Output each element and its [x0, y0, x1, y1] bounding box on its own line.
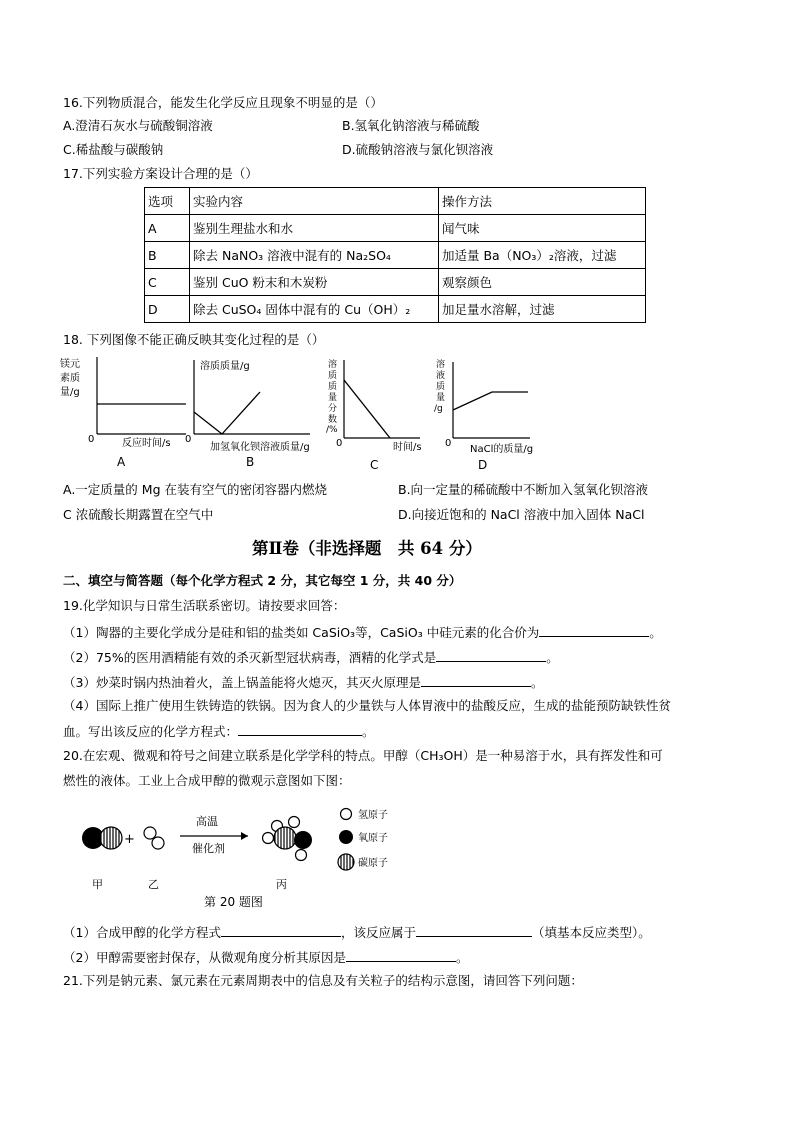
table-row: [145, 242, 646, 269]
table-cell: C: [145, 269, 190, 296]
condition-high-temp: 高温: [196, 815, 218, 828]
q18-option-a: A.一定质量的 Mg 在装有空气的密闭容器内燃烧: [63, 482, 327, 497]
q20-figure: [70, 800, 430, 915]
graph-c-ylabel-4: 量: [328, 393, 338, 403]
graph-a: [60, 357, 186, 469]
graph-d-ylabel-5: /g: [434, 404, 443, 414]
q19-item-1-text: （1）陶器的主要化学成分是硅和铝的盐类如 CaSiO₃等，CaSiO₃ 中硅元素的化合价为: [63, 625, 540, 640]
plus-sign: +: [124, 832, 135, 847]
carbon-atom: [274, 827, 296, 849]
graph-b-xlabel: 加氢氧化钡溶液质量/g: [210, 442, 310, 453]
q18-option-c: C 浓硫酸长期露置在空气中: [63, 507, 214, 522]
q16-stem: 16.下列物质混合，能发生化学反应且现象不明显的是（）: [63, 95, 383, 110]
condition-catalyst: 催化剂: [192, 842, 225, 855]
figure-caption: 第 20 题图: [204, 895, 263, 909]
q19-item-4-cont: [63, 722, 375, 740]
legend-carbon-icon: [338, 854, 354, 870]
hydrogen-atom: [263, 833, 274, 844]
molecule-h2: [144, 827, 164, 849]
q20-item-2-text: （2）甲醇需要密封保存，从微观角度分析其原因是: [63, 950, 346, 965]
q19-answer-2[interactable]: [436, 648, 546, 662]
table-row: [145, 269, 646, 296]
table-cell: D: [145, 296, 190, 323]
q17-table: [144, 187, 646, 323]
q19-item-3-text: （3）炒菜时锅内热油着火，盖上锅盖能将火熄灭，其灭火原理是: [63, 675, 421, 690]
q19-item-4: （4）国际上推广使用生铁铸造的铁锅。因为食人的少量铁与人体胃液中的盐酸反应，生成的盐能预防缺铁性贫: [63, 698, 671, 713]
graph-a-xlabel: 反应时间/s: [122, 438, 171, 449]
q19-item-2: [63, 648, 559, 666]
arrow-head-icon: [241, 832, 248, 840]
q19-item-2-end: 。: [546, 650, 559, 665]
table-header: 实验内容: [190, 188, 439, 215]
q19-item-1: [63, 623, 662, 641]
q20-item-1: [63, 923, 651, 941]
graph-b-curve: [194, 392, 260, 434]
graph-c-ylabel-5: 分: [328, 404, 338, 414]
label-bing: 丙: [276, 878, 287, 891]
table-cell: 加足量水溶解，过滤: [439, 296, 646, 323]
q20-answer-equation[interactable]: [221, 923, 341, 937]
graph-c-ylabel-2: 质: [328, 371, 338, 381]
q19-answer-3[interactable]: [421, 673, 531, 687]
q18-graphs: [60, 352, 740, 472]
graph-d: [434, 358, 533, 472]
hydrogen-atom: [289, 817, 300, 828]
graph-a-ylabel-3: 量/g: [60, 387, 80, 398]
carbon-atom: [100, 827, 122, 849]
graph-d-origin: 0: [445, 438, 452, 449]
graph-c-ylabel-3: 质: [328, 382, 338, 392]
q18-option-b: B.向一定量的稀硫酸中不断加入氢氧化钡溶液: [398, 482, 649, 497]
graph-c-ylabel-1: 溶: [328, 360, 338, 370]
table-cell: 除去 CuSO₄ 固体中混有的 Cu（OH）₂: [190, 296, 439, 323]
q20-item-1-text: （1）合成甲醇的化学方程式: [63, 925, 221, 940]
q19-item-1-end: 。: [649, 625, 662, 640]
q19-item-2-text: （2）75%的医用酒精能有效的杀灭新型冠状病毒，酒精的化学式是: [63, 650, 437, 665]
table-header: 操作方法: [439, 188, 646, 215]
hydrogen-atom: [144, 827, 156, 839]
graph-d-curve: [453, 392, 528, 410]
graph-b-ylabel: 溶质质量/g: [200, 361, 250, 372]
q20-answer-reason[interactable]: [346, 948, 456, 962]
graph-d-ylabel-3: 质: [436, 382, 446, 392]
q18-stem: 18. 下列图像不能正确反映其变化过程的是（）: [63, 332, 325, 347]
hydrogen-atom: [296, 850, 307, 861]
q16-option-d: D.硫酸钠溶液与氯化钡溶液: [342, 142, 494, 157]
q16-option-c: C.稀盐酸与碳酸钠: [63, 142, 164, 157]
part2-title: 第Ⅱ卷（非选择题 共 64 分）: [252, 539, 482, 558]
hydrogen-atom: [152, 837, 164, 849]
q20-stem-line1: 20.在宏观、微观和符号之间建立联系是化学学科的特点。甲醇（CH₃OH）是一种易溶于水，具有挥发性和可: [63, 748, 663, 763]
q20-item-1-end: （填基本反应类型）。: [531, 925, 651, 940]
graph-a-origin: 0: [88, 434, 95, 445]
graph-d-xlabel: NaCl的质量/g: [470, 444, 534, 455]
q19-answer-4[interactable]: [238, 722, 362, 736]
oxygen-atom: [294, 831, 312, 849]
table-cell: 鉴别 CuO 粉末和木炭粉: [190, 269, 439, 296]
table-header: 选项: [145, 188, 190, 215]
legend-carbon: 碳原子: [358, 858, 388, 869]
q16-option-a: A.澄清石灰水与硫酸铜溶液: [63, 118, 213, 133]
graph-b: [185, 359, 310, 469]
graph-d-ylabel-4: 量: [436, 393, 446, 403]
table-cell: 观察颜色: [439, 269, 646, 296]
q20-item-1-mid: ，该反应属于: [340, 925, 416, 940]
q16-option-b: B.氢氧化钠溶液与稀硫酸: [342, 118, 480, 133]
legend-oxygen-icon: [339, 830, 353, 844]
legend-hydrogen: 氢原子: [358, 810, 388, 821]
q19-item-3-end: 。: [530, 675, 544, 690]
q19-answer-1[interactable]: [539, 623, 649, 637]
table-cell: 闻气味: [439, 215, 646, 242]
graph-a-letter: A: [117, 455, 126, 469]
graph-c-curve: [344, 380, 390, 438]
graph-c-ylabel-7: /%: [326, 425, 338, 435]
q18-option-d: D.向接近饱和的 NaCl 溶液中加入固体 NaCl: [398, 507, 645, 522]
q19-item-4-text: 血。写出该反应的化学方程式：: [63, 724, 239, 739]
q19-stem: 19.化学知识与日常生活联系密切。请按要求回答：: [63, 598, 346, 613]
q20-item-2: [63, 948, 468, 966]
molecule-methanol: [263, 817, 313, 861]
table-cell: 加适量 Ba（NO₃）₂溶液，过滤: [439, 242, 646, 269]
molecule-co: [82, 827, 122, 849]
table-cell: 鉴别生理盐水和水: [190, 215, 439, 242]
graph-d-ylabel-2: 液: [436, 371, 446, 381]
q21-stem: 21.下列是钠元素、氯元素在元素周期表中的信息及有关粒子的结构示意图，请回答下列问题：: [63, 973, 583, 988]
graph-c-origin: 0: [336, 438, 343, 449]
graph-d-ylabel-1: 溶: [436, 360, 446, 370]
q19-item-4-end: 。: [362, 724, 375, 739]
graph-c-letter: C: [370, 458, 379, 472]
label-jia: 甲: [92, 878, 103, 891]
graph-c-ylabel-6: 数: [328, 415, 338, 425]
graph-c-xlabel: 时间/s: [393, 442, 422, 453]
atom-legend: [338, 808, 388, 870]
table-row: [145, 296, 646, 323]
graph-a-ylabel-1: 镁元: [60, 359, 80, 370]
q19-item-3: [63, 673, 543, 691]
table-cell: 除去 NaNO₃ 溶液中混有的 Na₂SO₄: [190, 242, 439, 269]
q17-stem: 17.下列实验方案设计合理的是（）: [63, 166, 258, 181]
legend-hydrogen-icon: [341, 809, 352, 820]
graph-b-origin: 0: [185, 434, 192, 445]
table-cell: B: [145, 242, 190, 269]
q20-stem-line2: 燃性的液体。工业上合成甲醇的微观示意图如下图：: [63, 773, 351, 788]
table-row: [145, 215, 646, 242]
graph-b-letter: B: [246, 455, 255, 469]
section-title: 二、填空与简答题（每个化学方程式 2 分，其它每空 1 分，共 40 分）: [63, 573, 462, 588]
q20-item-2-end: 。: [455, 950, 469, 965]
graph-c: [326, 358, 422, 472]
graph-a-ylabel-2: 素质: [60, 373, 80, 384]
q20-answer-type[interactable]: [416, 923, 532, 937]
table-header-row: [145, 188, 646, 215]
label-yi: 乙: [148, 878, 159, 891]
table-cell: A: [145, 215, 190, 242]
graph-d-letter: D: [478, 458, 488, 472]
legend-oxygen: 氧原子: [358, 833, 388, 844]
